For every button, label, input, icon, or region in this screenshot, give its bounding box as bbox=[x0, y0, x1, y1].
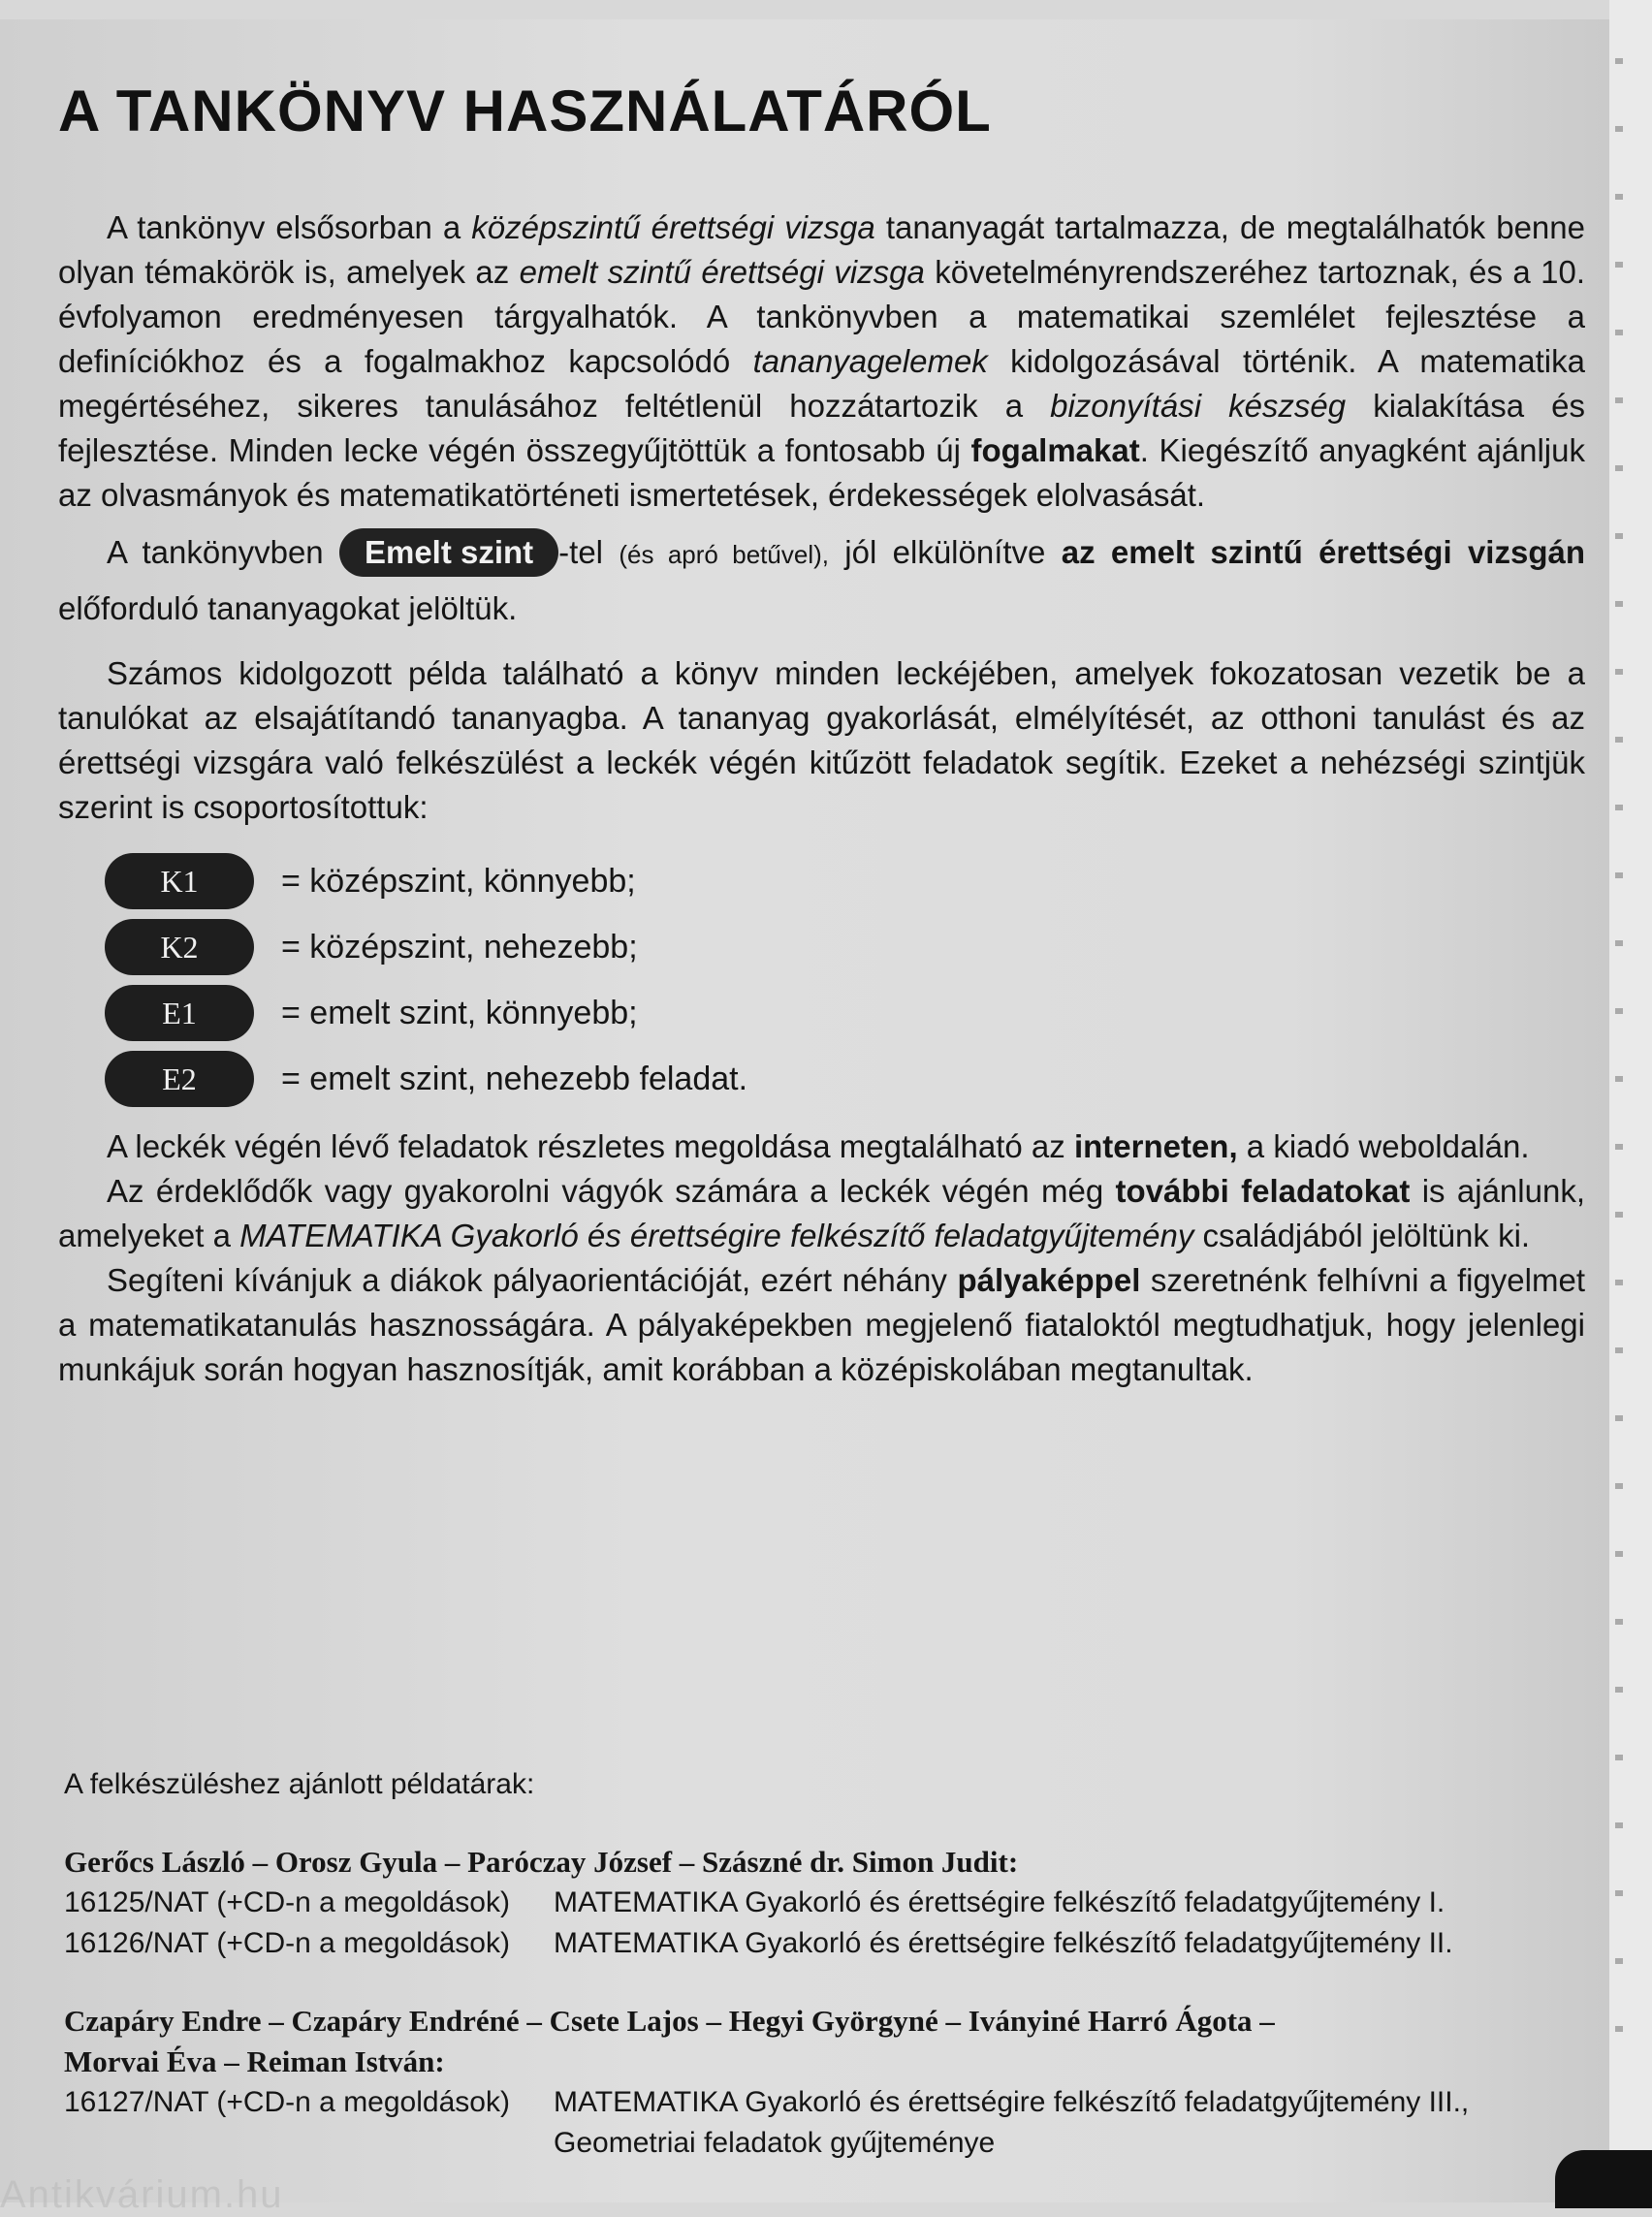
difficulty-levels bbox=[105, 848, 747, 1112]
watermark: Antikvárium.hu bbox=[0, 2173, 284, 2216]
page-title: A TANKÖNYV HASZNÁLATÁRÓL bbox=[58, 79, 992, 143]
closing-section bbox=[58, 1124, 1585, 1392]
level-row bbox=[105, 848, 747, 914]
book-code: 16125/NAT (+CD-n a megoldások) bbox=[64, 1886, 510, 1918]
level-description: = középszint, könnyebb; bbox=[281, 862, 636, 900]
examples-section bbox=[58, 651, 1585, 830]
level-row bbox=[105, 980, 747, 1046]
level-badge: K2 bbox=[105, 919, 254, 975]
book-code: 16126/NAT (+CD-n a megoldások) bbox=[64, 1927, 510, 1959]
paragraph-4: A leckék végén lévő feladatok részletes megoldása megtalálható az interneten, a kiadó weboldalán. bbox=[107, 1128, 1530, 1164]
book-title: MATEMATIKA Gyakorló és érettségire felkészítő feladatgyűjtemény II. bbox=[554, 1927, 1453, 1959]
paragraph-3: Számos kidolgozott példa található a könyv minden leckéjében, amelyek fokozatosan vezetik be a tanulókat az elsajátítandó tananyagba. A tananyag gyakorlását, elmélyítését, az otthoni tanulást és az érettségi vizsgára való felkészülést a leckék végén kitűzött feladatok segítik. Ezeket a nehézségi szintjük szerint is csoportosítottuk: bbox=[58, 655, 1585, 825]
level-badge: K1 bbox=[105, 853, 254, 909]
book-entry bbox=[64, 1923, 1518, 1964]
level-row bbox=[105, 1046, 747, 1112]
level-description: = emelt szint, nehezebb feladat. bbox=[281, 1060, 748, 1097]
authors-group-2-cont: Morvai Éva – Reiman István: bbox=[64, 2044, 445, 2078]
authors-group-1: Gerőcs László – Orosz Gyula – Paróczay József – Szászné dr. Simon Judit: bbox=[64, 1845, 1019, 1879]
refs-heading: A felkészüléshez ajánlott példatárak: bbox=[64, 1768, 535, 1800]
intro-section bbox=[58, 206, 1585, 636]
book-title: MATEMATIKA Gyakorló és érettségire felkészítő feladatgyűjtemény III., Geometriai feladatok gyűjteménye bbox=[554, 2086, 1470, 2159]
paragraph-1: A tankönyv elsősorban a középszintű érettségi vizsga tananyagát tartalmazza, de megtalálhatók benne olyan témakörök is, amelyek az emelt szintű érettségi vizsga követelményrendszeréhez tartoznak, és a 10. évfolyamon eredményesen tárgyalhatók. A tankönyvben a matematikai szemlélet fejlesztése a definíciókhoz és a fogalmakhoz kapcsolódó tananyagelemek kidolgozásával történik. A matematika megértéséhez, sikeres tanulásához feltétlenül hozzátartozik a bizonyítási készség kialakítása és fejlesztése. Minden lecke végén összegyűjtöttük a fontosabb új fogalmakat. Kiegészítő anyagként ajánljuk az olvasmányok és matematikatörténeti ismertetések, érdekességek elolvasását. bbox=[58, 209, 1585, 513]
level-badge: E1 bbox=[105, 985, 254, 1041]
margin-marks bbox=[1615, 58, 1623, 2094]
book-entry bbox=[64, 1883, 1518, 1923]
recommended-books bbox=[64, 1764, 1518, 2164]
paragraph-5: Az érdeklődők vagy gyakorolni vágyók számára a leckék végén még további feladatokat is ajánlunk, amelyeket a MATEMATIKA Gyakorló és érettségire felkészítő feladatgyűjtemény családjából jelöltünk ki. bbox=[58, 1173, 1585, 1253]
paragraph-6: Segíteni kívánjuk a diákok pályaorientációját, ezért néhány pályaképpel szeretnénk felhívni a figyelmet a matematikatanulás hasznosságára. A pályaképekben megjelenő fiataloktól megtudhatjuk, hogy jelenlegi munkájuk során hogyan hasznosítják, amit korábban a középiskolában megtanultak. bbox=[58, 1262, 1585, 1387]
authors-group-2: Czapáry Endre – Czapáry Endréné – Csete Lajos – Hegyi Györgyné – Iványiné Harró Ágota – bbox=[64, 2004, 1275, 2038]
page-tab bbox=[1555, 2150, 1652, 2208]
level-description: = középszint, nehezebb; bbox=[281, 928, 638, 966]
emelt-szint-badge: Emelt szint bbox=[339, 528, 558, 577]
paragraph-2: A tankönyvben Emelt szint -tel (és apró betűvel), jól elkülönítve az emelt szintű érettségi vizsgán előforduló tananyagokat jelöltük. bbox=[58, 525, 1585, 636]
level-badge: E2 bbox=[105, 1051, 254, 1107]
level-row bbox=[105, 914, 747, 980]
book-code: 16127/NAT (+CD-n a megoldások) bbox=[64, 2086, 510, 2118]
book-title: MATEMATIKA Gyakorló és érettségire felkészítő feladatgyűjtemény I. bbox=[554, 1886, 1446, 1918]
book-entry bbox=[64, 2082, 1518, 2164]
level-description: = emelt szint, könnyebb; bbox=[281, 994, 638, 1031]
